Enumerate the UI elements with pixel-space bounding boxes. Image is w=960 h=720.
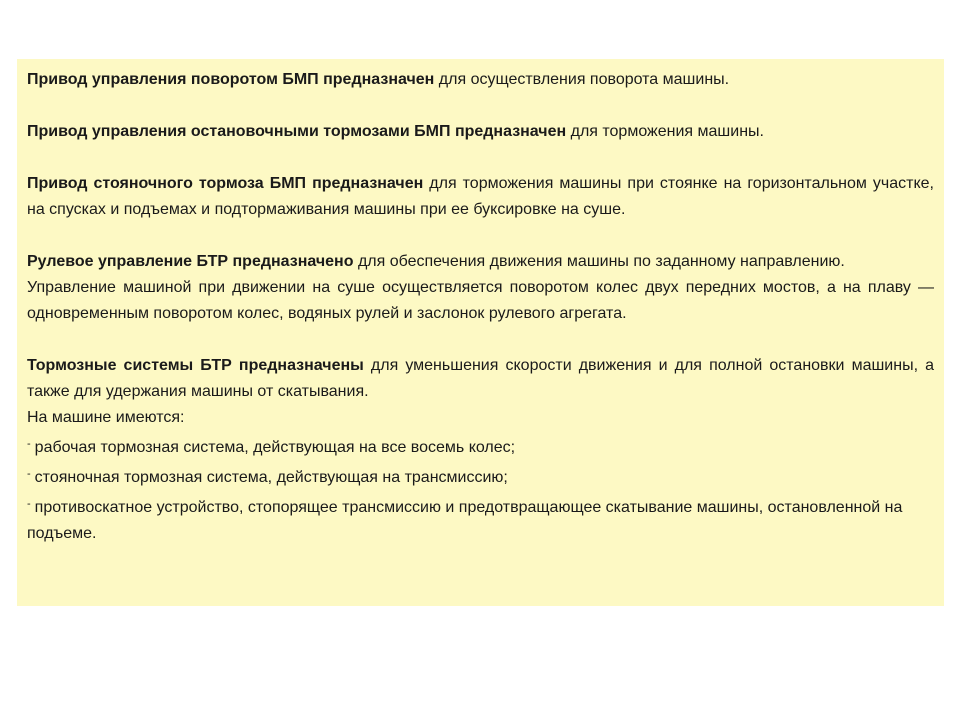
paragraph-lead: Тормозные системы БТР предназначены bbox=[27, 357, 364, 374]
dash-bullet-icon: - bbox=[27, 438, 31, 450]
list-item-text: противоскатное устройство, стопорящее трансмиссию и предотвращающее скатывание машины, остановленной на подъеме. bbox=[27, 499, 903, 542]
list-item-text: стояночная тормозная система, действующая на трансмиссию; bbox=[34, 469, 508, 486]
paragraph-list-intro: На машине имеются: bbox=[27, 409, 185, 426]
paragraph-lead: Привод управления остановочными тормозами БМП предназначен bbox=[27, 123, 567, 140]
paragraph-parking-brake bbox=[27, 171, 934, 223]
list-item-text: рабочая тормозная система, действующая на все восемь колес; bbox=[34, 439, 516, 456]
spacer bbox=[27, 93, 934, 119]
paragraph-text: для торможения машины. bbox=[566, 123, 764, 140]
paragraph-text: для уменьшения скорости движения и для полной остановки машины, а также для удержания машины от скатывания. bbox=[27, 357, 935, 400]
dash-bullet-icon: - bbox=[27, 468, 31, 480]
spacer bbox=[27, 327, 934, 353]
text-body bbox=[27, 67, 934, 547]
list-item bbox=[27, 431, 934, 461]
list-item bbox=[27, 461, 934, 491]
list-item bbox=[27, 491, 934, 547]
paragraph-steering-control: Управление машиной при движении на суше осуществляется поворотом колес двух передних мостов, а на плаву — одновременным поворотом колес, водяных рулей и заслонок рулевого агрегата. bbox=[27, 279, 934, 322]
paragraph-brake-drive bbox=[27, 119, 934, 145]
dash-bullet-icon: - bbox=[27, 498, 31, 510]
paragraph-text: для осуществления поворота машины. bbox=[434, 71, 730, 88]
paragraph-text: для обеспечения движения машины по заданному направлению. bbox=[353, 253, 845, 270]
text-panel bbox=[17, 59, 944, 606]
paragraph-steering bbox=[27, 249, 934, 275]
paragraph-turn-drive bbox=[27, 67, 934, 93]
paragraph-text: для торможения машины при стоянке на горизонтальном участке, на спусках и подъемах и подтормаживания машины при ее буксировке на суше. bbox=[27, 175, 934, 218]
spacer bbox=[27, 145, 934, 171]
paragraph-lead: Рулевое управление БТР предназначено bbox=[27, 253, 354, 270]
spacer bbox=[27, 223, 934, 249]
paragraph-lead: Привод стояночного тормоза БМП предназначен bbox=[27, 175, 424, 192]
paragraph-lead: Привод управления поворотом БМП предназначен bbox=[27, 71, 435, 88]
paragraph-brake-systems bbox=[27, 353, 934, 405]
